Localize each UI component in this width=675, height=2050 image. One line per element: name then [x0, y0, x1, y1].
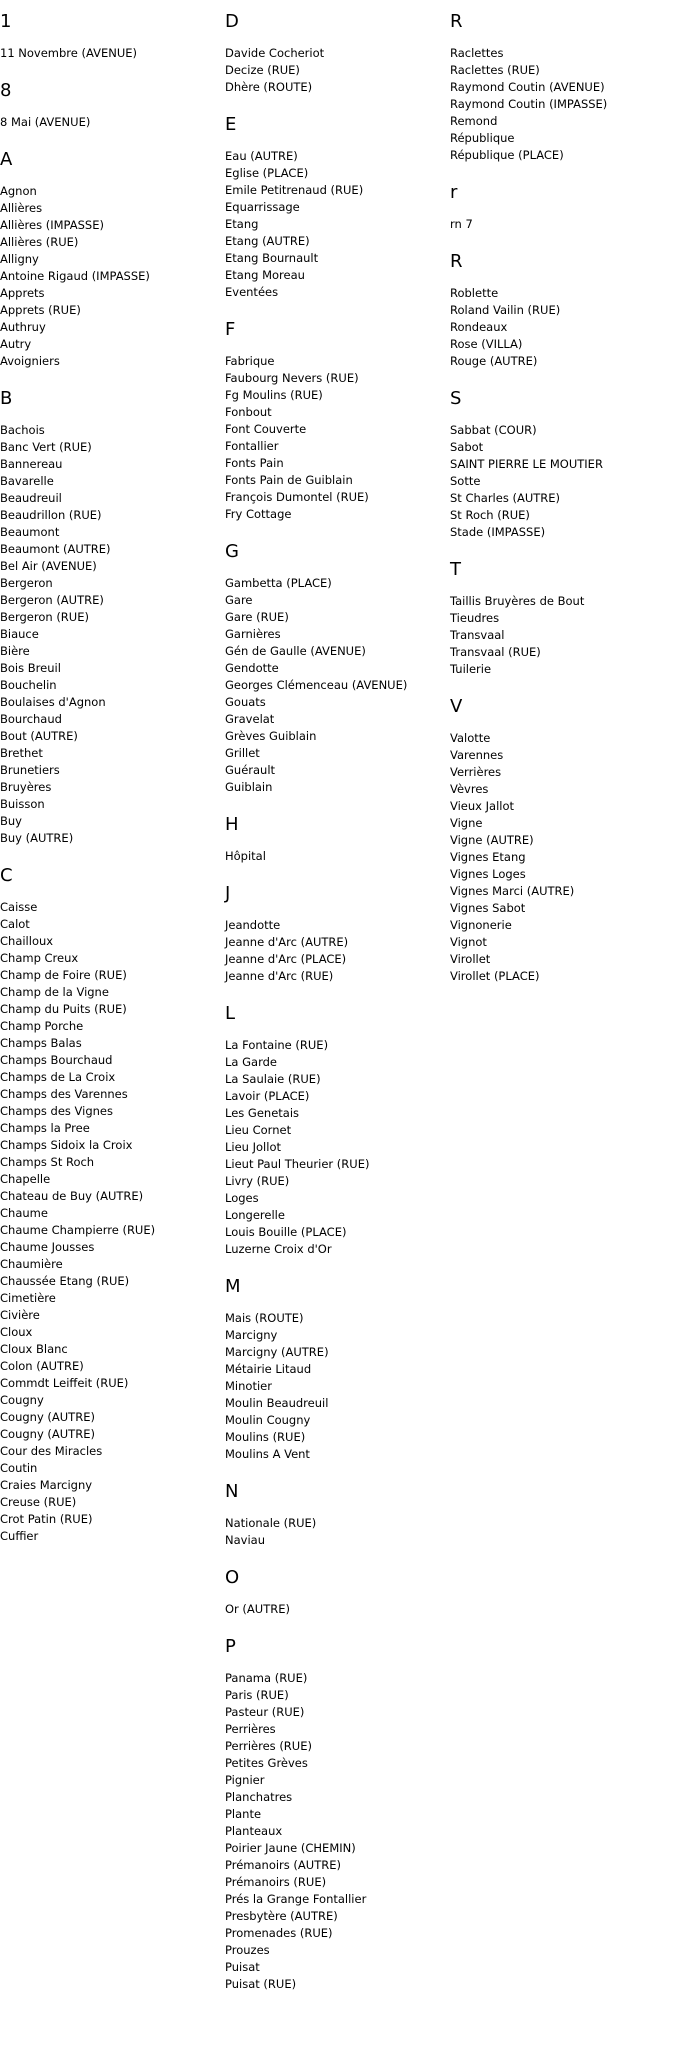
street-link[interactable]: Equarrissage	[225, 200, 300, 214]
letter-section	[225, 115, 445, 301]
street-link[interactable]: Beaumont (AUTRE)	[0, 542, 111, 556]
street-link[interactable]: Pasteur (RUE)	[225, 1705, 305, 1719]
street-link[interactable]: Prémanoirs (AUTRE)	[225, 1858, 341, 1872]
letter-heading: R	[450, 251, 463, 272]
letter-heading: D	[225, 11, 239, 32]
street-link[interactable]: Allières (IMPASSE)	[0, 218, 104, 232]
letter-heading: S	[450, 388, 462, 409]
street-link[interactable]: Rondeaux	[450, 320, 508, 334]
street-link[interactable]: François Dumontel (RUE)	[225, 490, 369, 504]
street-link[interactable]: Vignot	[450, 935, 487, 949]
street-link[interactable]: Tuilerie	[450, 662, 492, 676]
street-link[interactable]: Loges	[225, 1191, 259, 1205]
street-link[interactable]: Stade (IMPASSE)	[450, 525, 546, 539]
street-index-column-1	[0, 0, 220, 1545]
street-link[interactable]: Paris (RUE)	[225, 1688, 289, 1702]
street-link[interactable]: Virollet (PLACE)	[450, 969, 540, 983]
street-link[interactable]: Jeanne d'Arc (RUE)	[225, 969, 334, 983]
street-link[interactable]: Vigne (AUTRE)	[450, 833, 534, 847]
letter-heading: M	[225, 1276, 241, 1297]
street-link[interactable]: Allières (RUE)	[0, 235, 79, 249]
street-link[interactable]: Champs des Vignes	[0, 1104, 114, 1118]
street-link[interactable]: Moulins (RUE)	[225, 1430, 306, 1444]
street-link[interactable]: Virollet	[450, 952, 491, 966]
street-link[interactable]: Fontallier	[225, 439, 279, 453]
street-link[interactable]: Livry (RUE)	[225, 1174, 290, 1188]
street-link[interactable]: Chateau de Buy (AUTRE)	[0, 1189, 144, 1203]
letter-section	[450, 560, 670, 678]
street-link[interactable]: Marcigny	[225, 1328, 278, 1342]
street-link[interactable]: Bout (AUTRE)	[0, 729, 78, 743]
street-link[interactable]: Allières	[0, 201, 43, 215]
street-link[interactable]: Bière	[0, 644, 30, 658]
letter-heading: H	[225, 814, 239, 835]
street-link[interactable]: Raymond Coutin (IMPASSE)	[450, 97, 608, 111]
street-link[interactable]: Etang	[225, 217, 259, 231]
street-link[interactable]: Brunetiers	[0, 763, 60, 777]
street-link[interactable]: Champ Creux	[0, 951, 79, 965]
street-link[interactable]: Brethet	[0, 746, 43, 760]
letter-section	[450, 697, 670, 985]
street-link[interactable]: Fonts Pain de Guiblain	[225, 473, 353, 487]
letter-section	[0, 81, 220, 131]
street-link[interactable]: Sabot	[450, 440, 484, 454]
street-link[interactable]: Buisson	[0, 797, 45, 811]
street-link[interactable]: Chaumière	[0, 1257, 63, 1271]
street-link[interactable]: Prémanoirs (RUE)	[225, 1875, 327, 1889]
street-link[interactable]: Fg Moulins (RUE)	[225, 388, 323, 402]
street-link[interactable]: Champs Sidoix la Croix	[0, 1138, 133, 1152]
street-link[interactable]: Eau (AUTRE)	[225, 149, 298, 163]
street-link[interactable]: Rose (VILLA)	[450, 337, 523, 351]
letter-heading: G	[225, 541, 239, 562]
street-link[interactable]: Bruyères	[0, 780, 52, 794]
street-link[interactable]: Champ Porche	[0, 1019, 84, 1033]
street-link[interactable]: Autry	[0, 337, 32, 351]
street-link[interactable]: Gare	[225, 593, 253, 607]
street-link[interactable]: Puisat	[225, 1960, 260, 1974]
street-link[interactable]: Decize (RUE)	[225, 63, 300, 77]
street-link[interactable]: Biauce	[0, 627, 39, 641]
letter-heading: L	[225, 1003, 236, 1024]
street-link[interactable]: Lieu Jollot	[225, 1140, 281, 1154]
street-link[interactable]: Craies Marcigny	[0, 1478, 93, 1492]
street-link[interactable]: Verrières	[450, 765, 502, 779]
letter-heading: N	[225, 1481, 239, 1502]
letter-section	[225, 1277, 445, 1463]
letter-heading: P	[225, 1636, 236, 1657]
street-link[interactable]: Prés la Grange Fontallier	[225, 1892, 367, 1906]
street-link[interactable]: Vignes Loges	[450, 867, 526, 881]
street-link[interactable]: Presbytère (AUTRE)	[225, 1909, 338, 1923]
street-link[interactable]: Cloux Blanc	[0, 1342, 68, 1356]
street-link[interactable]: Hôpital	[225, 849, 266, 863]
street-link[interactable]: Avoigniers	[0, 354, 60, 368]
letter-heading: r	[450, 182, 458, 203]
street-link[interactable]: Bergeron	[0, 576, 53, 590]
street-link[interactable]: Vignonerie	[450, 918, 512, 932]
street-link[interactable]: Roland Vailin (RUE)	[450, 303, 561, 317]
street-link[interactable]: Caisse	[0, 900, 38, 914]
street-link[interactable]: Fonts Pain	[225, 456, 284, 470]
street-link[interactable]: Etang Bournault	[225, 251, 319, 265]
letter-section	[450, 12, 670, 164]
street-link[interactable]: SAINT PIERRE LE MOUTIER	[450, 457, 603, 471]
street-link[interactable]: Promenades (RUE)	[225, 1926, 333, 1940]
street-link[interactable]: Font Couverte	[225, 422, 307, 436]
street-link[interactable]: Tieudres	[450, 611, 500, 625]
street-link[interactable]: Les Genetais	[225, 1106, 300, 1120]
street-link[interactable]: Roblette	[450, 286, 499, 300]
street-link[interactable]: Bergeron (AUTRE)	[0, 593, 104, 607]
street-link[interactable]: Puisat (RUE)	[225, 1977, 297, 1991]
street-link[interactable]: Champs Balas	[0, 1036, 82, 1050]
street-link[interactable]: rn 7	[450, 217, 473, 231]
street-link[interactable]: Fry Cottage	[225, 507, 292, 521]
street-link[interactable]: Guérault	[225, 763, 276, 777]
letter-section	[225, 1637, 445, 1993]
street-link[interactable]: St Roch (RUE)	[450, 508, 530, 522]
letter-section	[225, 320, 445, 523]
street-link[interactable]: Bel Air (AVENUE)	[0, 559, 97, 573]
letter-section	[450, 389, 670, 541]
street-link[interactable]: Vieux Jallot	[450, 799, 515, 813]
street-link[interactable]: Remond	[450, 114, 498, 128]
street-link[interactable]: Authruy	[0, 320, 46, 334]
street-link[interactable]: Moulin Beaudreuil	[225, 1396, 329, 1410]
street-link[interactable]: Gare (RUE)	[225, 610, 289, 624]
street-link[interactable]: Chailloux	[0, 934, 54, 948]
street-link[interactable]: Jeanne d'Arc (PLACE)	[225, 952, 347, 966]
street-link[interactable]: Georges Clémenceau (AVENUE)	[225, 678, 408, 692]
street-link[interactable]: Vignes Marci (AUTRE)	[450, 884, 575, 898]
street-link[interactable]: Jeandotte	[225, 918, 281, 932]
street-link[interactable]: Bachois	[0, 423, 45, 437]
street-link[interactable]: Marcigny (AUTRE)	[225, 1345, 329, 1359]
street-link[interactable]: Cimetière	[0, 1291, 56, 1305]
street-link[interactable]: Poirier Jaune (CHEMIN)	[225, 1841, 356, 1855]
street-link[interactable]: Apprets (RUE)	[0, 303, 81, 317]
letter-section	[450, 252, 670, 370]
street-link[interactable]: Minotier	[225, 1379, 272, 1393]
street-link[interactable]: Lavoir (PLACE)	[225, 1089, 310, 1103]
street-link[interactable]: Louis Bouille (PLACE)	[225, 1225, 347, 1239]
letter-section	[0, 12, 220, 62]
street-link[interactable]: Vignes Sabot	[450, 901, 526, 915]
letter-heading: R	[450, 11, 463, 32]
street-link[interactable]: Bouchelin	[0, 678, 57, 692]
street-link[interactable]: Civière	[0, 1308, 40, 1322]
street-link[interactable]: Etang (AUTRE)	[225, 234, 310, 248]
street-link[interactable]: Cougny (AUTRE)	[0, 1427, 95, 1441]
letter-section	[225, 815, 445, 865]
street-link[interactable]: Gambetta (PLACE)	[225, 576, 332, 590]
street-link[interactable]: Creuse (RUE)	[0, 1495, 77, 1509]
street-link[interactable]: Colon (AUTRE)	[0, 1359, 84, 1373]
street-link[interactable]: Beaumont	[0, 525, 60, 539]
street-link[interactable]: Faubourg Nevers (RUE)	[225, 371, 359, 385]
street-link[interactable]: Bourchaud	[0, 712, 62, 726]
letter-heading: 1	[0, 11, 12, 32]
street-link[interactable]: Mais (ROUTE)	[225, 1311, 304, 1325]
street-link[interactable]: Nationale (RUE)	[225, 1516, 317, 1530]
street-index-column-2	[225, 0, 445, 1993]
street-link[interactable]: Bergeron (RUE)	[0, 610, 89, 624]
letter-heading: A	[0, 149, 13, 170]
letter-heading: B	[0, 388, 13, 409]
street-link[interactable]: Commdt Leiffeit (RUE)	[0, 1376, 129, 1390]
street-link[interactable]: Eventées	[225, 285, 279, 299]
letter-heading: F	[225, 319, 236, 340]
street-link[interactable]: 11 Novembre (AVENUE)	[0, 46, 138, 60]
street-link[interactable]: Métairie Litaud	[225, 1362, 312, 1376]
letter-section	[225, 1568, 445, 1618]
street-link[interactable]: Longerelle	[225, 1208, 285, 1222]
street-link[interactable]: Transvaal	[450, 628, 505, 642]
street-link[interactable]: Champs des Varennes	[0, 1087, 128, 1101]
street-link[interactable]: Fabrique	[225, 354, 275, 368]
street-link[interactable]: Or (AUTRE)	[225, 1602, 290, 1616]
street-link[interactable]: Champs la Pree	[0, 1121, 90, 1135]
street-link[interactable]: Naviau	[225, 1533, 265, 1547]
street-link[interactable]: Buy (AUTRE)	[0, 831, 74, 845]
street-link[interactable]: Cougny (AUTRE)	[0, 1410, 95, 1424]
street-link[interactable]: Antoine Rigaud (IMPASSE)	[0, 269, 150, 283]
street-link[interactable]: Buy	[0, 814, 22, 828]
street-link[interactable]: La Saulaie (RUE)	[225, 1072, 321, 1086]
street-link[interactable]: 8 Mai (AVENUE)	[0, 115, 91, 129]
street-link[interactable]: Perrières (RUE)	[225, 1739, 312, 1753]
street-link[interactable]: Lieut Paul Theurier (RUE)	[225, 1157, 370, 1171]
letter-section	[225, 12, 445, 96]
street-link[interactable]: Boulaises d'Agnon	[0, 695, 106, 709]
street-link[interactable]: Valotte	[450, 731, 491, 745]
street-link[interactable]: Vigne	[450, 816, 483, 830]
street-link[interactable]: Gén de Gaulle (AVENUE)	[225, 644, 366, 658]
street-link[interactable]: Jeanne d'Arc (AUTRE)	[225, 935, 349, 949]
letter-section	[450, 183, 670, 233]
letter-section	[0, 866, 220, 1545]
street-link[interactable]: Agnon	[0, 184, 37, 198]
letter-section	[225, 1482, 445, 1549]
street-link[interactable]: Grillet	[225, 746, 260, 760]
street-link[interactable]: Taillis Bruyères de Bout	[450, 594, 585, 608]
letter-heading: V	[450, 696, 463, 717]
street-link[interactable]: Chaume Champierre (RUE)	[0, 1223, 156, 1237]
letter-heading: E	[225, 114, 237, 135]
street-link[interactable]: Plante	[225, 1807, 262, 1821]
street-link[interactable]: Banc Vert (RUE)	[0, 440, 92, 454]
street-link[interactable]: Apprets	[0, 286, 45, 300]
street-link[interactable]: Raymond Coutin (AVENUE)	[450, 80, 605, 94]
street-link[interactable]: Moulins A Vent	[225, 1447, 310, 1461]
street-link[interactable]: Raclettes (RUE)	[450, 63, 540, 77]
letter-heading: T	[450, 559, 461, 580]
street-link[interactable]: Luzerne Croix d'Or	[225, 1242, 332, 1256]
street-link[interactable]: Bavarelle	[0, 474, 54, 488]
street-link[interactable]: Prouzes	[225, 1943, 270, 1957]
letter-section	[0, 389, 220, 847]
letter-section	[225, 542, 445, 796]
street-index-column-3	[450, 0, 670, 985]
street-link[interactable]: Garnières	[225, 627, 281, 641]
street-link[interactable]: Dhère (ROUTE)	[225, 80, 313, 94]
street-link[interactable]: Gouats	[225, 695, 266, 709]
street-link[interactable]: Eglise (PLACE)	[225, 166, 309, 180]
street-link[interactable]: Beaudrillon (RUE)	[0, 508, 102, 522]
street-link[interactable]: Chaume Jousses	[0, 1240, 95, 1254]
street-link[interactable]: Gravelat	[225, 712, 275, 726]
street-link[interactable]: Davide Cocheriot	[225, 46, 325, 60]
street-link[interactable]: Pignier	[225, 1773, 265, 1787]
street-link[interactable]: Coutin	[0, 1461, 38, 1475]
street-link[interactable]: Champ de Foire (RUE)	[0, 968, 127, 982]
street-link[interactable]: Varennes	[450, 748, 504, 762]
street-link[interactable]: Fonbout	[225, 405, 272, 419]
letter-section	[0, 150, 220, 370]
street-link[interactable]: Champs Bourchaud	[0, 1053, 113, 1067]
street-link[interactable]: Bannereau	[0, 457, 63, 471]
street-link[interactable]: Chaussée Etang (RUE)	[0, 1274, 130, 1288]
street-link[interactable]: St Charles (AUTRE)	[450, 491, 561, 505]
street-link[interactable]: Moulin Cougny	[225, 1413, 311, 1427]
street-link[interactable]: Petites Grèves	[225, 1756, 308, 1770]
street-link[interactable]: Alligny	[0, 252, 39, 266]
street-link[interactable]: Sotte	[450, 474, 481, 488]
street-link[interactable]: Champs St Roch	[0, 1155, 95, 1169]
street-link[interactable]: Calot	[0, 917, 30, 931]
street-link[interactable]: Vignes Etang	[450, 850, 526, 864]
letter-heading: J	[225, 883, 231, 904]
letter-heading: C	[0, 865, 13, 886]
street-link[interactable]: Cougny	[0, 1393, 44, 1407]
street-link[interactable]: Perrières	[225, 1722, 276, 1736]
street-link[interactable]: Champ de la Vigne	[0, 985, 109, 999]
street-link[interactable]: Champs de La Croix	[0, 1070, 116, 1084]
street-link[interactable]: Lieu Cornet	[225, 1123, 292, 1137]
street-link[interactable]: Crot Patin (RUE)	[0, 1512, 93, 1526]
street-link[interactable]: Vèvres	[450, 782, 489, 796]
letter-section	[225, 884, 445, 985]
letter-section	[225, 1004, 445, 1258]
street-link[interactable]: Chapelle	[0, 1172, 51, 1186]
street-link[interactable]: Gendotte	[225, 661, 279, 675]
street-link[interactable]: Sabbat (COUR)	[450, 423, 537, 437]
street-link[interactable]: La Garde	[225, 1055, 277, 1069]
street-link[interactable]: Planchatres	[225, 1790, 293, 1804]
street-link[interactable]: Rouge (AUTRE)	[450, 354, 538, 368]
street-link[interactable]: Cloux	[0, 1325, 33, 1339]
street-link[interactable]: Cuffier	[0, 1529, 39, 1543]
letter-heading: O	[225, 1567, 240, 1588]
street-link[interactable]: Etang Moreau	[225, 268, 305, 282]
street-link[interactable]: Grèves Guiblain	[225, 729, 317, 743]
street-link[interactable]: Beaudreuil	[0, 491, 62, 505]
letter-heading: 8	[0, 80, 12, 101]
street-link[interactable]: Chaume	[0, 1206, 48, 1220]
street-link[interactable]: Guiblain	[225, 780, 273, 794]
street-link[interactable]: Cour des Miracles	[0, 1444, 103, 1458]
street-link[interactable]: République	[450, 131, 515, 145]
street-link[interactable]: La Fontaine (RUE)	[225, 1038, 329, 1052]
street-link[interactable]: Champ du Puits (RUE)	[0, 1002, 127, 1016]
street-link[interactable]: République (PLACE)	[450, 148, 564, 162]
street-link[interactable]: Planteaux	[225, 1824, 283, 1838]
street-link[interactable]: Panama (RUE)	[225, 1671, 308, 1685]
street-link[interactable]: Emile Petitrenaud (RUE)	[225, 183, 364, 197]
street-link[interactable]: Transvaal (RUE)	[450, 645, 541, 659]
street-link[interactable]: Raclettes	[450, 46, 504, 60]
street-link[interactable]: Bois Breuil	[0, 661, 61, 675]
